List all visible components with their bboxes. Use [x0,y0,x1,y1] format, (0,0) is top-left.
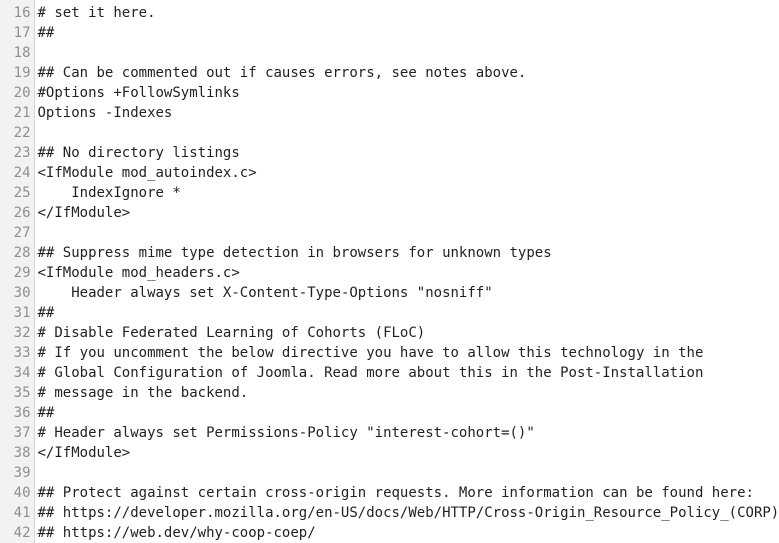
code-line[interactable] [0,243,779,263]
code-line[interactable] [0,523,779,543]
code-line[interactable] [0,363,779,383]
line-text[interactable]: ## Can be commented out if causes errors, see notes above. [37,65,527,81]
code-line[interactable] [0,403,779,423]
line-text[interactable]: ## [37,25,55,41]
code-line[interactable] [0,183,779,203]
line-number: 34 [0,363,34,383]
line-number: 27 [0,223,34,243]
line-number: 36 [0,403,34,423]
line-number: 16 [0,3,34,23]
line-number: 29 [0,263,34,283]
line-text[interactable]: </IfModule> [37,445,131,461]
line-number: 19 [0,63,34,83]
line-number: 24 [0,163,34,183]
line-number: 32 [0,323,34,343]
line-text[interactable]: # Disable Federated Learning of Cohorts (FLoC) [37,325,426,341]
line-number: 17 [0,23,34,43]
line-number: 22 [0,123,34,143]
code-line[interactable] [0,3,779,23]
line-text[interactable]: # Global Configuration of Joomla. Read more about this in the Post-Installation [37,365,704,381]
code-line[interactable] [0,303,779,323]
line-text[interactable]: </IfModule> [37,205,131,221]
line-text[interactable]: # If you uncomment the below directive you have to allow this technology in the [37,345,704,361]
line-text[interactable]: IndexIgnore * [37,185,181,201]
line-number: 28 [0,243,34,263]
code-line[interactable] [0,63,779,83]
line-text[interactable]: # message in the backend. [37,385,249,401]
code-line[interactable] [0,283,779,303]
line-text[interactable]: <IfModule mod_headers.c> [37,265,240,281]
line-text[interactable] [34,123,779,143]
code-line[interactable] [0,443,779,463]
line-number: 37 [0,423,34,443]
code-line[interactable] [0,423,779,443]
line-number: 40 [0,483,34,503]
code-line[interactable] [0,483,779,503]
line-number: 18 [0,43,34,63]
code-line[interactable] [0,143,779,163]
code-line[interactable] [0,43,779,63]
code-line[interactable] [0,103,779,123]
line-number: 38 [0,443,34,463]
line-text[interactable] [34,463,779,483]
line-number: 42 [0,523,34,543]
code-line[interactable] [0,223,779,243]
code-line[interactable] [0,23,779,43]
line-number: 26 [0,203,34,223]
code-line[interactable] [0,263,779,283]
line-number: 31 [0,303,34,323]
line-number: 21 [0,103,34,123]
line-text[interactable]: # set it here. [37,5,156,21]
line-number: 35 [0,383,34,403]
line-text[interactable]: ## [37,405,55,421]
code-line[interactable] [0,343,779,363]
line-number: 33 [0,343,34,363]
line-text[interactable]: # Header always set Permissions-Policy "interest-cohort=()" [37,425,535,441]
code-line[interactable] [0,123,779,143]
code-line[interactable] [0,203,779,223]
line-text[interactable]: ## https://web.dev/why-coop-coep/ [37,525,316,541]
code-line[interactable] [0,83,779,103]
code-line[interactable] [0,503,779,523]
line-number: 30 [0,283,34,303]
code-line[interactable] [0,383,779,403]
line-text[interactable] [34,43,779,63]
line-text[interactable]: ## Protect against certain cross-origin requests. More information can be found here: [37,485,754,501]
line-number: 25 [0,183,34,203]
line-text[interactable]: ## No directory listings [37,145,240,161]
line-text[interactable]: ## Suppress mime type detection in browsers for unknown types [37,245,552,261]
code-line[interactable] [0,163,779,183]
line-text[interactable]: <IfModule mod_autoindex.c> [37,165,257,181]
line-text[interactable]: Options -Indexes [37,105,173,121]
line-text[interactable] [34,223,779,243]
line-text[interactable]: #Options +FollowSymlinks [37,85,240,101]
line-number: 20 [0,83,34,103]
code-line[interactable] [0,323,779,343]
line-text[interactable]: Header always set X-Content-Type-Options "nosniff" [37,285,493,301]
line-text[interactable]: ## [37,305,55,321]
code-line[interactable] [0,463,779,483]
line-number: 39 [0,463,34,483]
line-number: 41 [0,503,34,523]
line-number: 23 [0,143,34,163]
line-text[interactable]: ## https://developer.mozilla.org/en-US/docs/Web/HTTP/Cross-Origin_Resource_Policy_(CORP) [37,505,779,521]
